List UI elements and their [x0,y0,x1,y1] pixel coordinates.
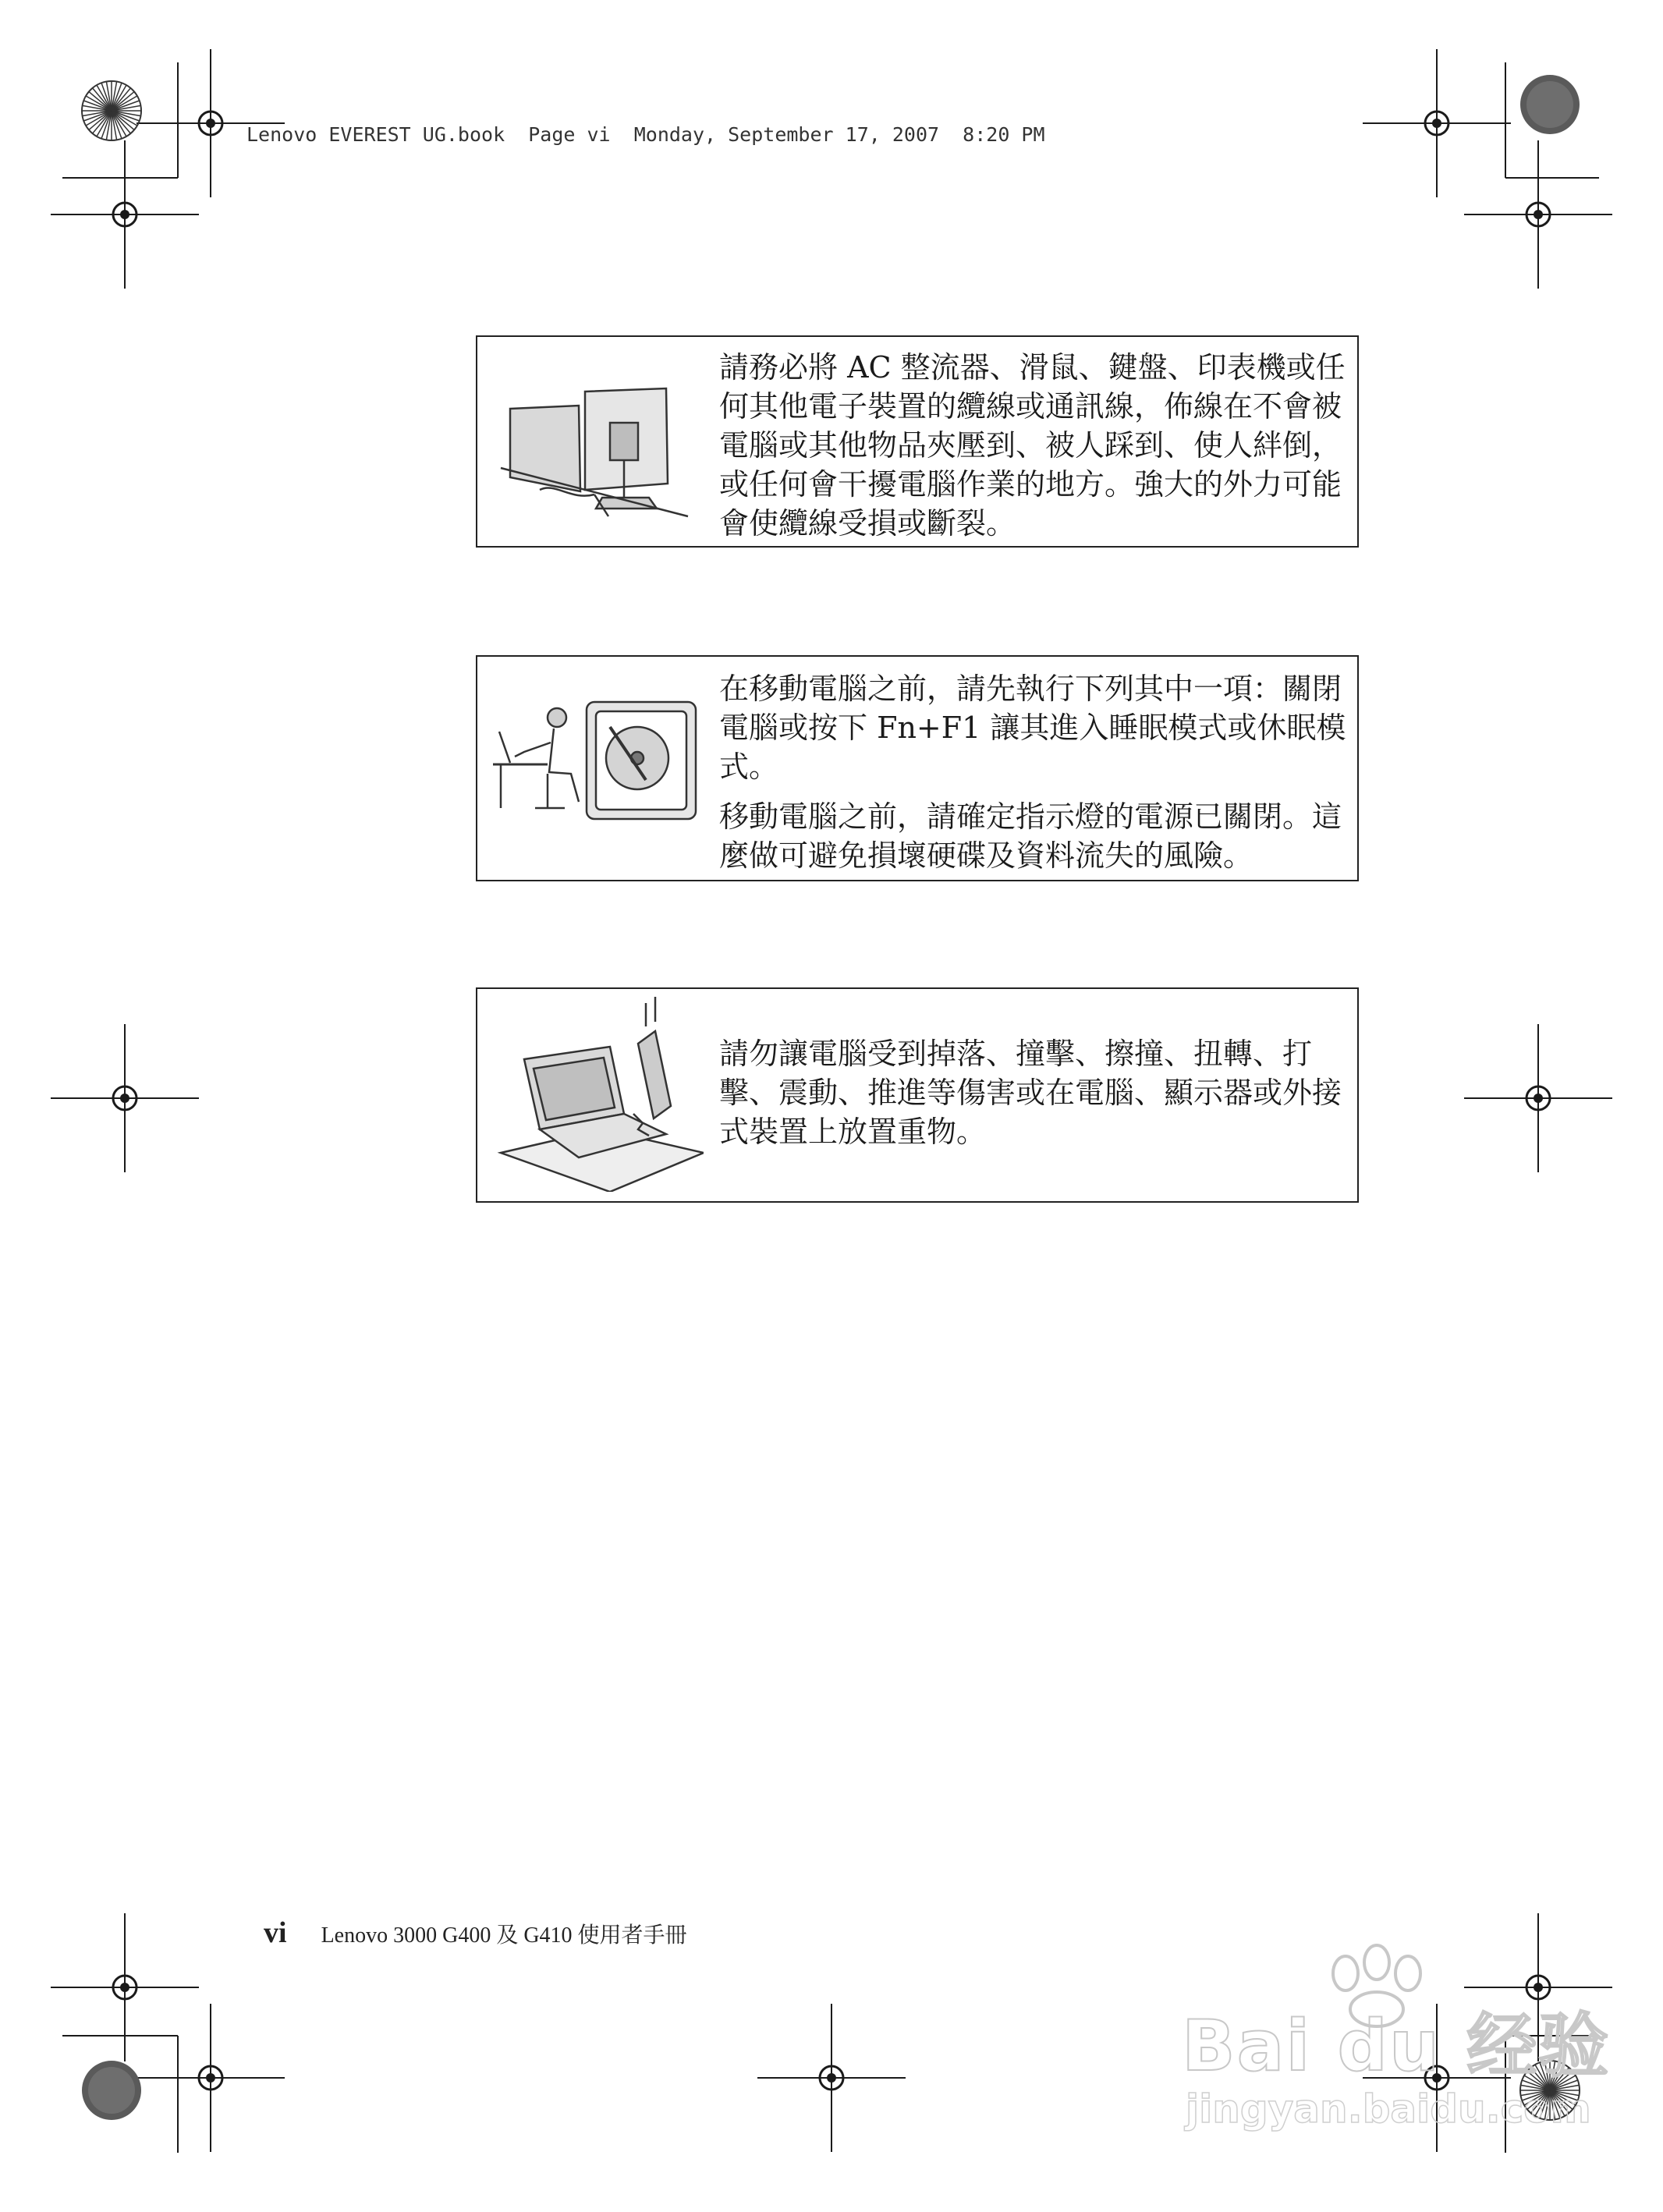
notice-move-text [719,669,1349,875]
watermark-site: jingyan.baidu.com [1186,2086,1591,2132]
header-date: Monday, September 17, 2007 [633,123,940,146]
print-slug-header [246,123,1045,146]
page-number: vi [264,1916,287,1949]
notice-move-computer [476,655,1359,881]
baidu-watermark [1166,1942,1634,2176]
watermark-brand: Bai du 经验 [1182,2005,1611,2087]
notice-paragraph: 移動電腦之前，請確定指示燈的電源已關閉。這麼做可避免損壞硬碟及資料流失的風險。 [719,799,1342,873]
notice-paragraph: 請勿讓電腦受到掉落、撞擊、擦撞、扭轉、打擊、震動、推進等傷害或在電腦、顯示器或外接式裝置上放置重物。 [719,1037,1342,1149]
header-time: 8:20 PM [963,123,1045,146]
header-page: Page vi [528,123,611,146]
notice-paragraph: 在移動電腦之前，請先執行下列其中一項：關閉電腦或按下 Fn+F1 讓其進入睡眠模式或休眠模式。 [719,672,1346,784]
header-file: Lenovo EVEREST UG.book [246,123,505,146]
person-hard-disk-icon [493,671,704,866]
laptop-impact-icon [493,997,704,1192]
notice-cables [476,335,1359,548]
notice-impact-text [719,1034,1349,1151]
notice-cables-text [719,348,1349,543]
notice-paragraph: 請務必將 AC 整流器、滑鼠、鍵盤、印表機或任何其他電子裝置的纜線或通訊線，佈線在不會被電腦或其他物品夾壓到、被人踩到、使人絆倒，或任何會干擾電腦作業的地方。強大的外力可能會使纜線受損或斷裂。 [719,350,1346,541]
page-footer [264,1916,687,1950]
notice-impact [476,987,1359,1203]
manual-title: Lenovo 3000 G400 及 G410 使用者手冊 [321,1923,687,1948]
monitor-cable-icon [493,345,704,540]
